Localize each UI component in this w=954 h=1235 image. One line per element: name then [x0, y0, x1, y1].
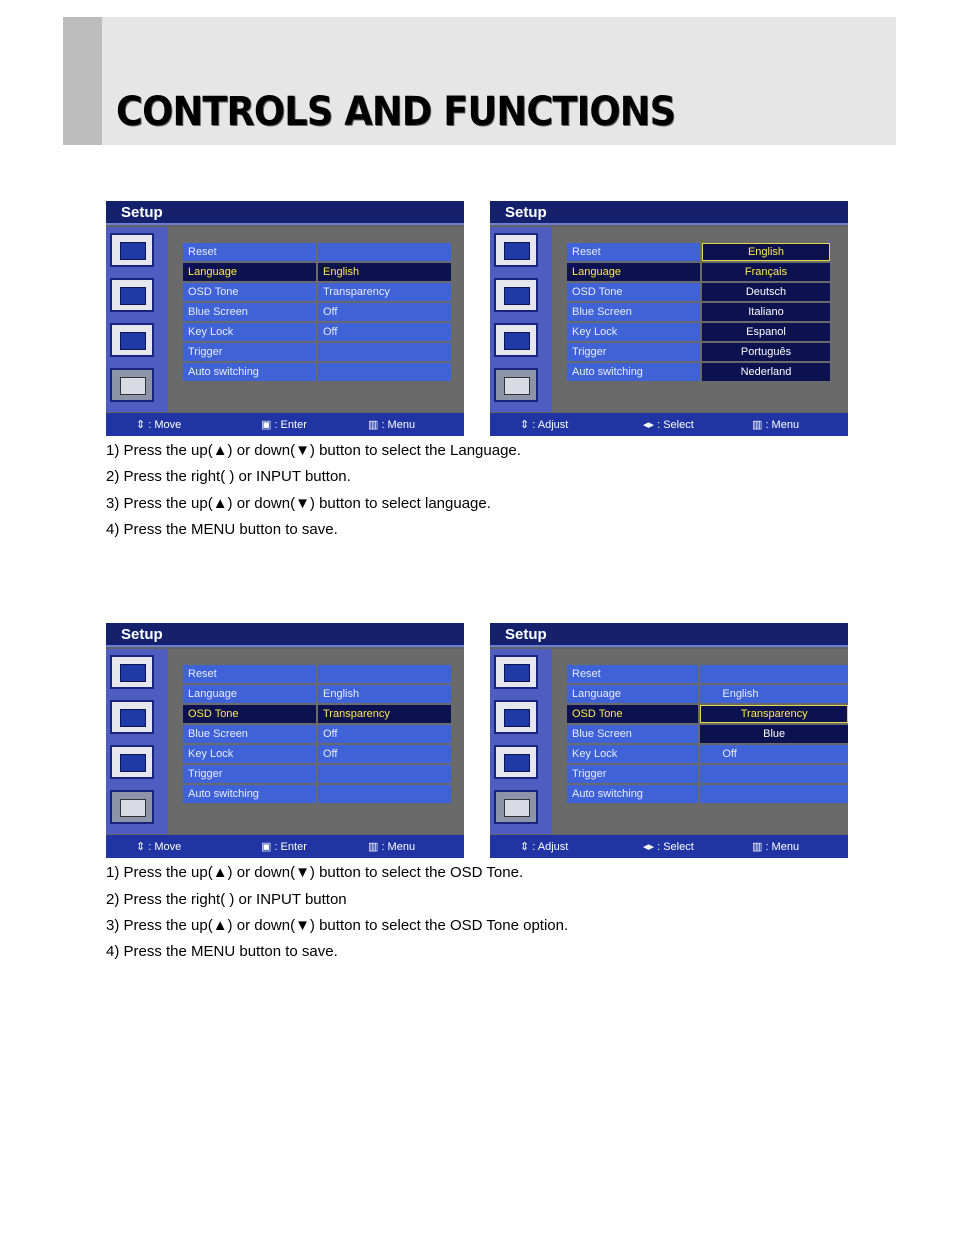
tone-option-blue[interactable]: Blue: [700, 725, 848, 743]
osd-screen-language-menu: [106, 201, 464, 436]
tone-option-transparency[interactable]: Transparency: [700, 705, 848, 723]
menu-value: [318, 665, 451, 683]
menu-label: Auto switching: [183, 363, 318, 381]
menu-row-auto-switching[interactable]: [567, 363, 830, 381]
language-option-english[interactable]: English: [702, 243, 830, 261]
footer-adjust-hint: ⇕ : Adjust: [520, 419, 569, 431]
pip-icon[interactable]: [110, 745, 154, 779]
menu-row-auto-switching[interactable]: [183, 363, 451, 381]
osd-menu-table: [183, 663, 451, 805]
osd-footer: [490, 835, 848, 858]
osd-screen-language-options: [490, 201, 848, 436]
picture-icon[interactable]: [110, 233, 154, 267]
language-option-portugues[interactable]: Português: [702, 343, 830, 361]
menu-value: [318, 785, 451, 803]
osd-footer: [106, 835, 464, 858]
menu-row-osd-tone[interactable]: [183, 283, 451, 301]
picture-icon[interactable]: [494, 655, 538, 689]
footer-menu-hint: ▥ : Menu: [752, 419, 800, 431]
menu-row-reset[interactable]: [567, 665, 848, 683]
menu-label: Key Lock: [183, 745, 318, 763]
tone-step-2: 2) Press the right( ) or INPUT button: [106, 891, 347, 908]
menu-label: Key Lock: [183, 323, 318, 341]
menu-value: [700, 665, 848, 683]
osd-sidebar: [490, 227, 552, 412]
osd-screen-tone-options: [490, 623, 848, 858]
tools-icon[interactable]: [494, 368, 538, 402]
menu-value: [318, 343, 451, 361]
osd-title: Setup: [121, 626, 163, 643]
menu-value: Off: [318, 725, 451, 743]
tone-step-3: 3) Press the up(▲) or down(▼) button to select the OSD Tone option.: [106, 917, 569, 934]
osd-sidebar: [490, 649, 552, 834]
menu-value: [318, 363, 451, 381]
tools-icon[interactable]: [494, 790, 538, 824]
osd-title: Setup: [505, 626, 547, 643]
footer-move-hint: ⇕ : Move: [136, 419, 182, 431]
osd-menu-table: [183, 241, 451, 383]
language-option-nederland[interactable]: Nederland: [702, 363, 830, 381]
language-option-deutsch[interactable]: Deutsch: [702, 283, 830, 301]
footer-select-hint: ◂▸ : Select: [643, 841, 694, 853]
menu-row-trigger[interactable]: [183, 765, 451, 783]
osd-title-bar: [106, 623, 464, 647]
osd-menu-table: [567, 663, 848, 805]
menu-row-language[interactable]: [183, 263, 451, 281]
menu-row-key-lock[interactable]: [567, 745, 848, 763]
menu-label: Trigger: [567, 765, 700, 783]
header-tab: [63, 17, 102, 145]
film-icon[interactable]: [494, 700, 538, 734]
menu-value: Transparency: [318, 283, 451, 301]
footer-adjust-hint: ⇕ : Adjust: [520, 841, 569, 853]
page-title: CONTROLS AND FUNCTIONS: [116, 89, 676, 135]
menu-label: Reset: [567, 243, 702, 261]
menu-label: Auto switching: [183, 785, 318, 803]
menu-row-blue-screen[interactable]: [567, 303, 830, 321]
menu-row-reset[interactable]: [183, 243, 451, 261]
menu-value: English: [318, 685, 451, 703]
menu-row-osd-tone[interactable]: [183, 705, 451, 723]
language-option-espanol[interactable]: Espanol: [702, 323, 830, 341]
menu-row-trigger[interactable]: [567, 765, 848, 783]
menu-row-language[interactable]: [183, 685, 451, 703]
osd-title-bar: [106, 201, 464, 225]
menu-label: Blue Screen: [183, 725, 318, 743]
menu-label: Blue Screen: [567, 303, 702, 321]
menu-label: Language: [183, 685, 318, 703]
osd-footer: [106, 413, 464, 436]
menu-row-language[interactable]: [567, 263, 830, 281]
footer-select-hint: ◂▸ : Select: [643, 419, 694, 431]
menu-value: [318, 765, 451, 783]
film-icon[interactable]: [110, 278, 154, 312]
menu-value: [318, 243, 451, 261]
osd-sidebar: [106, 649, 168, 834]
menu-value: Off: [318, 323, 451, 341]
menu-label: Trigger: [183, 765, 318, 783]
language-option-italiano[interactable]: Italiano: [702, 303, 830, 321]
menu-value: Off: [318, 303, 451, 321]
tools-icon[interactable]: [110, 368, 154, 402]
menu-row-trigger[interactable]: [183, 343, 451, 361]
footer-menu-hint: ▥ : Menu: [368, 419, 416, 431]
osd-sidebar: [106, 227, 168, 412]
menu-value: English: [318, 263, 451, 281]
osd-title: Setup: [121, 204, 163, 221]
menu-label: Language: [567, 263, 702, 281]
menu-row-auto-switching[interactable]: [183, 785, 451, 803]
footer-move-hint: ⇕ : Move: [136, 841, 182, 853]
menu-label: OSD Tone: [567, 283, 702, 301]
menu-label: OSD Tone: [183, 705, 318, 723]
menu-label: Language: [567, 685, 700, 703]
menu-row-blue-screen[interactable]: [183, 303, 451, 321]
footer-menu-hint: ▥ : Menu: [752, 841, 800, 853]
menu-label: Key Lock: [567, 745, 700, 763]
menu-label: Reset: [183, 243, 318, 261]
menu-row-auto-switching[interactable]: [567, 785, 848, 803]
osd-menu-table: [567, 241, 830, 383]
menu-label: Auto switching: [567, 363, 702, 381]
menu-label: Auto switching: [567, 785, 700, 803]
menu-label: Trigger: [183, 343, 318, 361]
menu-row-key-lock[interactable]: [567, 323, 830, 341]
menu-row-reset[interactable]: [183, 665, 451, 683]
menu-label: Reset: [183, 665, 318, 683]
pip-icon[interactable]: [110, 323, 154, 357]
osd-footer: [490, 413, 848, 436]
tone-step-1: 1) Press the up(▲) or down(▼) button to select the OSD Tone.: [106, 864, 524, 881]
menu-label: OSD Tone: [567, 705, 700, 723]
tools-icon[interactable]: [110, 790, 154, 824]
osd-title: Setup: [505, 204, 547, 221]
menu-row-osd-tone[interactable]: [567, 283, 830, 301]
menu-row-language[interactable]: [567, 685, 848, 703]
menu-row-trigger[interactable]: [567, 343, 830, 361]
menu-value: [700, 785, 848, 803]
menu-label: Language: [183, 263, 318, 281]
picture-icon[interactable]: [110, 655, 154, 689]
menu-label: OSD Tone: [183, 283, 318, 301]
film-icon[interactable]: [110, 700, 154, 734]
menu-label: Blue Screen: [183, 303, 318, 321]
menu-value: [700, 765, 848, 783]
menu-value: Off: [318, 745, 451, 763]
menu-row-blue-screen[interactable]: [567, 725, 848, 743]
tone-step-4: 4) Press the MENU button to save.: [106, 943, 338, 960]
footer-enter-hint: ▣ : Enter: [261, 841, 307, 853]
menu-value: English: [700, 685, 848, 703]
menu-value: Off: [700, 745, 848, 763]
pip-icon[interactable]: [494, 745, 538, 779]
menu-row-key-lock[interactable]: [183, 323, 451, 341]
language-step-4: 4) Press the MENU button to save.: [106, 521, 338, 538]
menu-label: Trigger: [567, 343, 702, 361]
osd-title-bar: [490, 201, 848, 225]
menu-row-key-lock[interactable]: [183, 745, 451, 763]
menu-label: Key Lock: [567, 323, 702, 341]
language-step-2: 2) Press the right( ) or INPUT button.: [106, 468, 351, 485]
osd-title-bar: [490, 623, 848, 647]
language-step-1: 1) Press the up(▲) or down(▼) button to select the Language.: [106, 442, 521, 459]
film-icon[interactable]: [494, 278, 538, 312]
menu-label: Blue Screen: [567, 725, 700, 743]
language-step-3: 3) Press the up(▲) or down(▼) button to select language.: [106, 495, 491, 512]
menu-value: Transparency: [318, 705, 451, 723]
menu-row-osd-tone[interactable]: [567, 705, 848, 723]
pip-icon[interactable]: [494, 323, 538, 357]
footer-menu-hint: ▥ : Menu: [368, 841, 416, 853]
menu-row-blue-screen[interactable]: [183, 725, 451, 743]
osd-screen-tone-menu: [106, 623, 464, 858]
menu-label: Reset: [567, 665, 700, 683]
menu-row-reset[interactable]: [567, 243, 830, 261]
footer-enter-hint: ▣ : Enter: [261, 419, 307, 431]
picture-icon[interactable]: [494, 233, 538, 267]
language-option-francais[interactable]: Français: [702, 263, 830, 281]
